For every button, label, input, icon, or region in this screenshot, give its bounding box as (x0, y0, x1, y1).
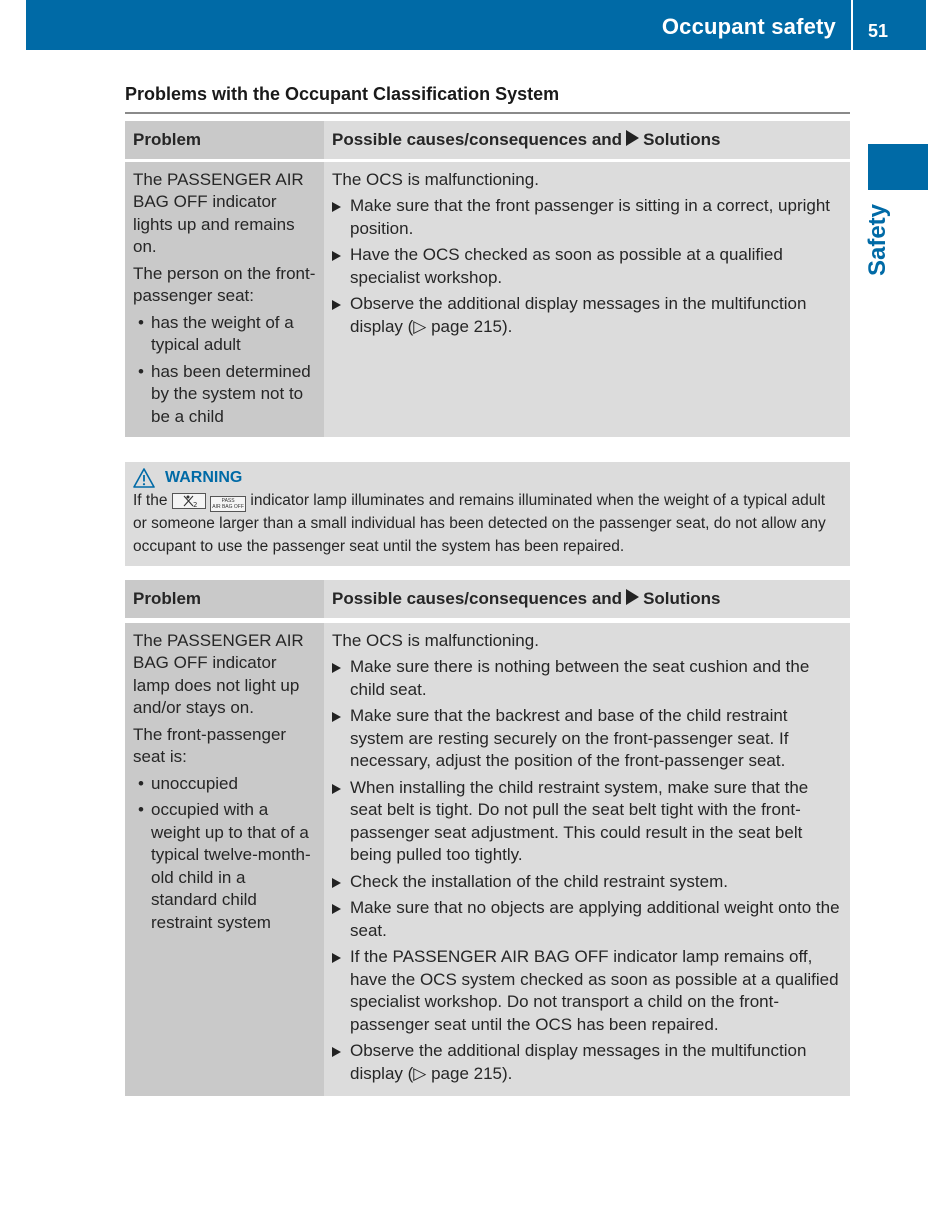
problem-table-2 (125, 580, 850, 1096)
warning-box (125, 462, 850, 566)
warning-heading (133, 466, 842, 489)
page-title: Occupant safety (661, 14, 836, 39)
problem-bullet: • has the weight of a typical adult (138, 312, 294, 355)
solution-arrow-icon (626, 589, 639, 605)
solution-item: Observe the additional display messages in the multifunction display (▷ page 215). (332, 293, 842, 338)
page-number: 51 (868, 21, 889, 41)
problem-bullet: • occupied with a weight up to that of a typical twelve-month-old child in a standard child restraint system (138, 800, 311, 932)
arrow-icon (332, 878, 341, 888)
solution-item: Check the installation of the child restraint system. (332, 871, 842, 894)
solution-item: Make sure that no objects are applying additional weight onto the seat. (332, 897, 842, 942)
warning-triangle-icon (133, 468, 155, 488)
problem-table-1 (125, 121, 850, 437)
header-bar (26, 0, 926, 50)
problem-text: The PASSENGER AIR BAG OFF indicator lamp does not light up and/or stays on. (133, 630, 304, 718)
cause-text: The OCS is malfunctioning. (332, 169, 539, 189)
table-header-problem: Problem (125, 121, 324, 161)
arrow-icon (332, 953, 341, 963)
arrow-icon (332, 663, 341, 673)
solution-arrow-icon (626, 130, 639, 146)
svg-text:2: 2 (192, 501, 198, 508)
problem-cell (125, 623, 324, 1096)
side-tab-marker (868, 144, 928, 190)
arrow-icon (332, 784, 341, 794)
table-header-solutions (324, 121, 850, 161)
solution-item: If the PASSENGER AIR BAG OFF indicator lamp remains off, have the OCS system checked as soon as possible at a qualified specialist workshop. Do not transport a child on the front-passenger seat until the OCS has been repaired. (332, 946, 842, 1036)
arrow-icon (332, 712, 341, 722)
solution-cell (324, 623, 850, 1096)
problem-text: The front-passenger seat is: (133, 724, 287, 767)
warning-title: WARNING (165, 469, 243, 486)
arrow-icon (332, 1047, 341, 1057)
arrow-icon (332, 202, 341, 212)
passenger-airbag-off-icon: PASS AIR BAG OFF (210, 496, 246, 512)
solution-item: When installing the child restraint system, make sure that the seat belt is tight. Do not pull the seat belt tight with the front-passenger seat adjustment. This could result in the seat belt being pulled too tightly. (332, 777, 842, 867)
header-solutions-prefix: Possible causes/consequences and (332, 589, 623, 608)
solution-item: Make sure that the front passenger is sitting in a correct, upright position. (332, 195, 842, 240)
cause-text: The OCS is malfunctioning. (332, 630, 539, 650)
seat-occupant-icon (172, 493, 206, 509)
solution-cell (324, 162, 850, 437)
arrow-icon (332, 904, 341, 914)
arrow-icon (332, 300, 341, 310)
problem-text: The PASSENGER AIR BAG OFF indicator lights up and remains on. (133, 169, 304, 257)
solution-item: Have the OCS checked as soon as possible at a qualified specialist workshop. (332, 244, 842, 289)
table-header-solutions (324, 580, 850, 620)
solution-item: Observe the additional display messages in the multifunction display (▷ page 215). (332, 1040, 842, 1085)
header-solutions-suffix: Solutions (643, 589, 721, 608)
side-tab-label: Safety (864, 203, 891, 277)
section-title: Problems with the Occupant Classification System (125, 84, 850, 114)
arrow-icon (332, 251, 341, 261)
header-divider (851, 0, 853, 50)
problem-cell (125, 162, 324, 437)
header-solutions-suffix: Solutions (643, 130, 721, 149)
problem-bullet: • has been determined by the system not to be a child (138, 361, 311, 426)
header-solutions-prefix: Possible causes/consequences and (332, 130, 623, 149)
table-header-problem: Problem (125, 580, 324, 620)
problem-bullet: • unoccupied (138, 773, 238, 793)
warning-text: If the 2 PASS AIR BAG OFF indicator lamp illuminates and remains illuminated when the weight of a typical adult or someone larger than a small individual has been detected on the passenger seat, do not allow any occupant to use the passenger seat until the system has been repaired. (133, 492, 826, 555)
problem-text: The person on the front-passenger seat: (133, 263, 316, 306)
solution-item: Make sure there is nothing between the seat cushion and the child seat. (332, 656, 842, 701)
solution-item: Make sure that the backrest and base of the child restraint system are resting securely on the front-passenger seat. If necessary, adjust the position of the front-passenger seat. (332, 705, 842, 773)
